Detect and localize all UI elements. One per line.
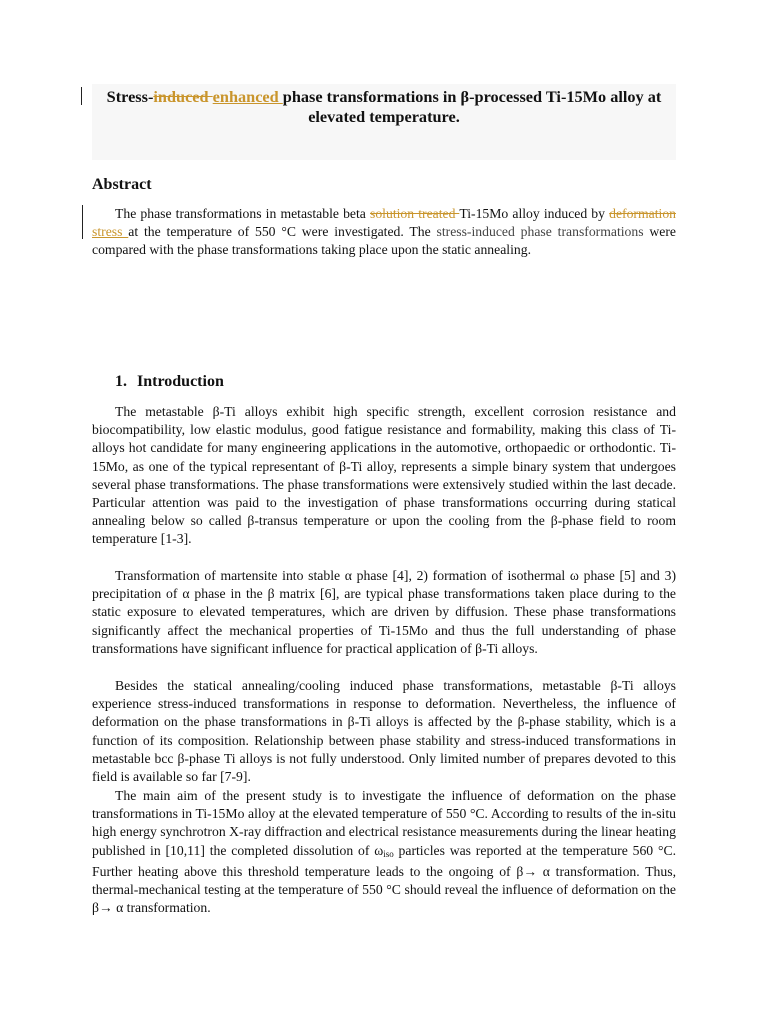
- section-number: 1.: [115, 373, 127, 390]
- section-title: Introduction: [137, 373, 224, 390]
- abstract-paragraph: [92, 205, 676, 260]
- abstract-text-4: were compared with the phase transformations taking place upon the static annealing.: [92, 224, 677, 258]
- title-change-bar: [81, 87, 82, 105]
- introduction-heading: [115, 372, 224, 392]
- intro-paragraph-1: The metastable β-Ti alloys exhibit high specific strength, excellent corrosion resistance and biocompatibility, low elastic modulus, good fatigue resistance and formability, making this class of Ti-alloys hot candidate for many engineering applications in the automotive, orthopaedic or orthodontic. Ti-15Mo, as one of the typical representant of β-Ti alloy, represents a simple binary system that undergoes several phase transformations. The phase transformations were extensively studied within the last decade. Particular attention was paid to the investigation of phase transformations occurring during statical annealing below so called β-transus temperature or upon the cooling from the β-phase field to room temperature [1-3].: [92, 404, 676, 547]
- intro-paragraph-4: [92, 787, 676, 917]
- intro-paragraph-2: Transformation of martensite into stable α phase [4], 2) formation of isothermal ω phase [5] and 3) precipitation of α phase in the β matrix [6], are typical phase transformations taken place during to the static exposure to elevated temperatures, which are driven by diffusion. These phase transformations significantly affect the mechanical properties of Ti-15Mo and thus the full understanding of phase transformations have significant influence for practical application of β-Ti alloys.: [92, 568, 676, 656]
- intro-paragraph-3: Besides the statical annealing/cooling induced phase transformations, metastable β-Ti alloys experience stress-induced transformations in response to deformation. Nevertheless, the influence of deformation on the phase transformations in β-Ti alloys is affected by the β-phase stability, which is a function of its composition. Relationship between phase stability and stress-induced transformations in metastable bcc β-phase Ti alloys is not fully understood. Only limited number of prepares devoted to this field is available so far [7-9].: [92, 678, 676, 785]
- abstract-grey-text: stress-induced phase transformations: [436, 224, 644, 240]
- title-deleted-text: induced: [153, 87, 213, 106]
- intro-paragraph-4-text-a: The main aim of the present study is to investigate the influence of deformation on the phase transformations in Ti-15Mo alloy at the elevated temperature of 550 °C. According to results of the in-situ high energy synchrotron X-ray diffraction and electrical resistance measurements during the linear heating published in [10,11] the completed dissolution of ω: [92, 788, 676, 858]
- paper-title: [92, 87, 676, 127]
- abstract-text-3: at the temperature of 550 °C were investigated. The: [128, 224, 437, 240]
- abstract-text-1: The phase transformations in metastable beta: [115, 206, 370, 221]
- title-part-1: Stress-: [106, 87, 154, 106]
- abstract-text-2: Ti-15Mo alloy induced by: [459, 206, 610, 221]
- abstract-deleted-1: solution treated: [370, 206, 460, 221]
- title-inserted-text: enhanced: [212, 87, 283, 106]
- intro-paragraph-4-text-b: particles was reported at the temperature 560 °C. Further heating above this threshold temperature leads to the ongoing of β→ α transformation. Thus, thermal-mechanical testing at the temperature of 550 °C should reveal the influence of deformation on the β→ α transformation.: [92, 842, 676, 916]
- abstract-inserted-1: stress: [92, 224, 129, 240]
- title-part-2: phase transformations in β-processed Ti-15Mo alloy at elevated temperature.: [282, 87, 662, 126]
- abstract-deleted-2: deformation: [609, 206, 677, 221]
- abstract-change-bar: [82, 205, 83, 239]
- omega-subscript: iso: [383, 848, 394, 859]
- abstract-heading: Abstract: [92, 176, 152, 193]
